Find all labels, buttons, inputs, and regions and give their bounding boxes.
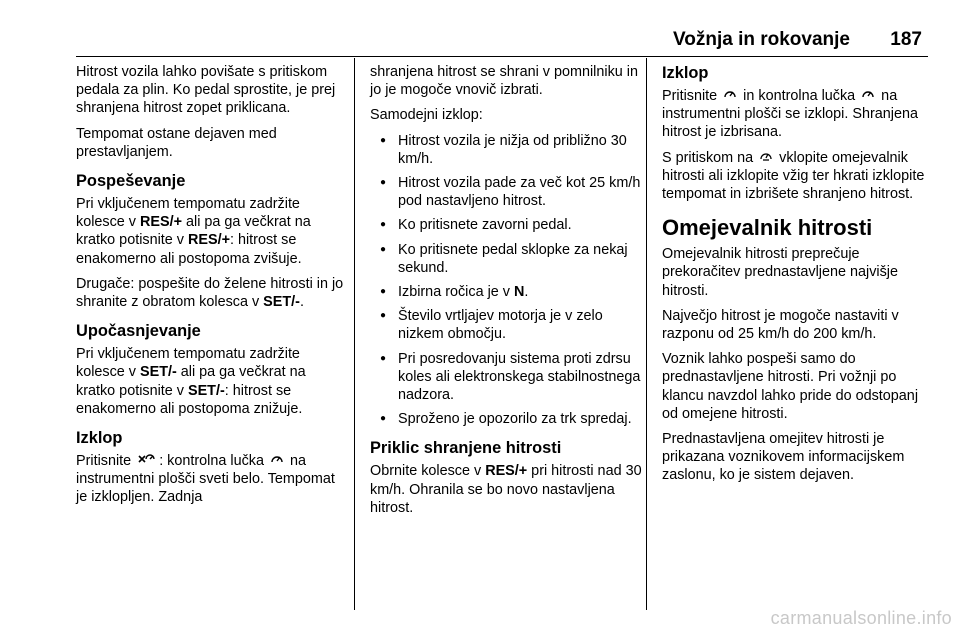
list-item: ● Ko pritisnete zavorni pedal. bbox=[370, 216, 642, 234]
section-heading-priklic: Priklic shranjene hitrosti bbox=[370, 439, 562, 458]
cruise-off-button-icon bbox=[137, 452, 157, 470]
column-divider-right bbox=[646, 58, 647, 610]
list-item: ● Število vrtljajev motorja je v zelo nizkem območju. bbox=[370, 307, 642, 343]
column-2 bbox=[370, 63, 642, 524]
watermark: carmanualsonline.info bbox=[770, 608, 952, 628]
list-item: ● Izbirna ročica je v N. bbox=[370, 283, 642, 301]
page-number: 187 bbox=[890, 29, 922, 50]
column-3 bbox=[662, 63, 930, 492]
paragraph: Tempomat ostane dejaven med prestavljanjem. bbox=[76, 125, 277, 160]
section-heading-izklop: Izklop bbox=[76, 429, 123, 448]
paragraph: Pritisnite in kontrolna lučka na instrumentni plošči se izklopi. Shranjena hitrost je izbrisana. bbox=[662, 88, 918, 141]
paragraph: Obrnite kolesce v RES/+ pri hitrosti nad 30 km/h. Ohranila se bo novo nastavljena hitrost. bbox=[370, 463, 642, 516]
column-divider-left bbox=[354, 58, 355, 610]
list-item: ● Ko pritisnete pedal sklopke za nekaj sekund. bbox=[370, 241, 642, 277]
cruise-control-lamp-icon bbox=[270, 452, 284, 470]
paragraph: Samodejni izklop: bbox=[370, 107, 483, 124]
paragraph: Pri vključenem tempomatu zadržite kolesce v SET/- ali pa ga večkrat na kratko potisnite v SET/-: hitrost se enakomerno ali postopoma znižuje. bbox=[76, 346, 306, 417]
paragraph: Drugače: pospešite do želene hitrosti in jo shranite z obratom kolesca v SET/-. bbox=[76, 275, 344, 311]
list-item: ● Hitrost vozila je nižja od približno 30 km/h. bbox=[370, 132, 642, 168]
section-heading-izklop-2: Izklop bbox=[662, 64, 709, 82]
paragraph: Voznik lahko pospeši samo do prednastavljene hitrosti. Pri vožnji po klancu navzdol lahko pride do odstopanj od omejene hitrosti. bbox=[662, 351, 919, 422]
paragraph: Hitrost vozila lahko povišate s pritiskom pedala za plin. Ko pedal sprostite, je prej shranjena hitrost zopet priklicana. bbox=[76, 64, 336, 117]
paragraph: Pritisnite : kontrolna lučka na instrumentni plošči sveti belo. Tempomat je izklopljen. Zadnja bbox=[76, 453, 335, 506]
cruise-control-lamp-icon bbox=[861, 87, 875, 105]
paragraph: Največjo hitrost je mogoče nastaviti v razponu od 25 km/h do 200 km/h. bbox=[662, 307, 899, 343]
section-heading-pospesevanje: Pospeševanje bbox=[76, 172, 186, 191]
paragraph: S pritiskom na vklopite omejevalnik hitrosti ali izklopite vžig ter hkrati izklopite tempomat in izbrišete shranjeno hitrost. bbox=[662, 149, 925, 203]
page-header-title: Vožnja in rokovanje bbox=[672, 29, 850, 50]
column-1 bbox=[76, 63, 348, 514]
header-rule bbox=[76, 56, 928, 57]
auto-off-list bbox=[370, 132, 642, 429]
list-item: ● Hitrost vozila pade za več kot 25 km/h pod nastavljeno hitrost. bbox=[370, 174, 642, 210]
list-item: ● Sproženo je opozorilo za trk spredaj. bbox=[370, 410, 642, 428]
list-item: ● Pri posredovanju sistema proti zdrsu koles ali elektronskega stabilnostnega nadzora. bbox=[370, 350, 642, 405]
cruise-control-lamp-icon bbox=[723, 87, 737, 105]
section-heading-omejevalnik: Omejevalnik hitrosti bbox=[662, 215, 873, 241]
paragraph: Prednastavljena omejitev hitrosti je prikazana voznikovem informacijskem zaslonu, ko je sistem dejaven. bbox=[662, 431, 905, 484]
section-heading-upocasnjevanje: Upočasnjevanje bbox=[76, 322, 201, 341]
paragraph: Omejevalnik hitrosti preprečuje prekoračitev prednastavljene najvišje hitrosti. bbox=[662, 246, 898, 299]
paragraph: shranjena hitrost se shrani v pomnilniku in jo je mogoče vnovič izbrati. bbox=[370, 64, 638, 99]
speed-limiter-icon bbox=[759, 149, 773, 167]
paragraph: Pri vključenem tempomatu zadržite kolesce v RES/+ ali pa ga večkrat na kratko potisnite v RES/+: hitrost se enakomerno ali postopoma zvišuje. bbox=[76, 196, 311, 267]
